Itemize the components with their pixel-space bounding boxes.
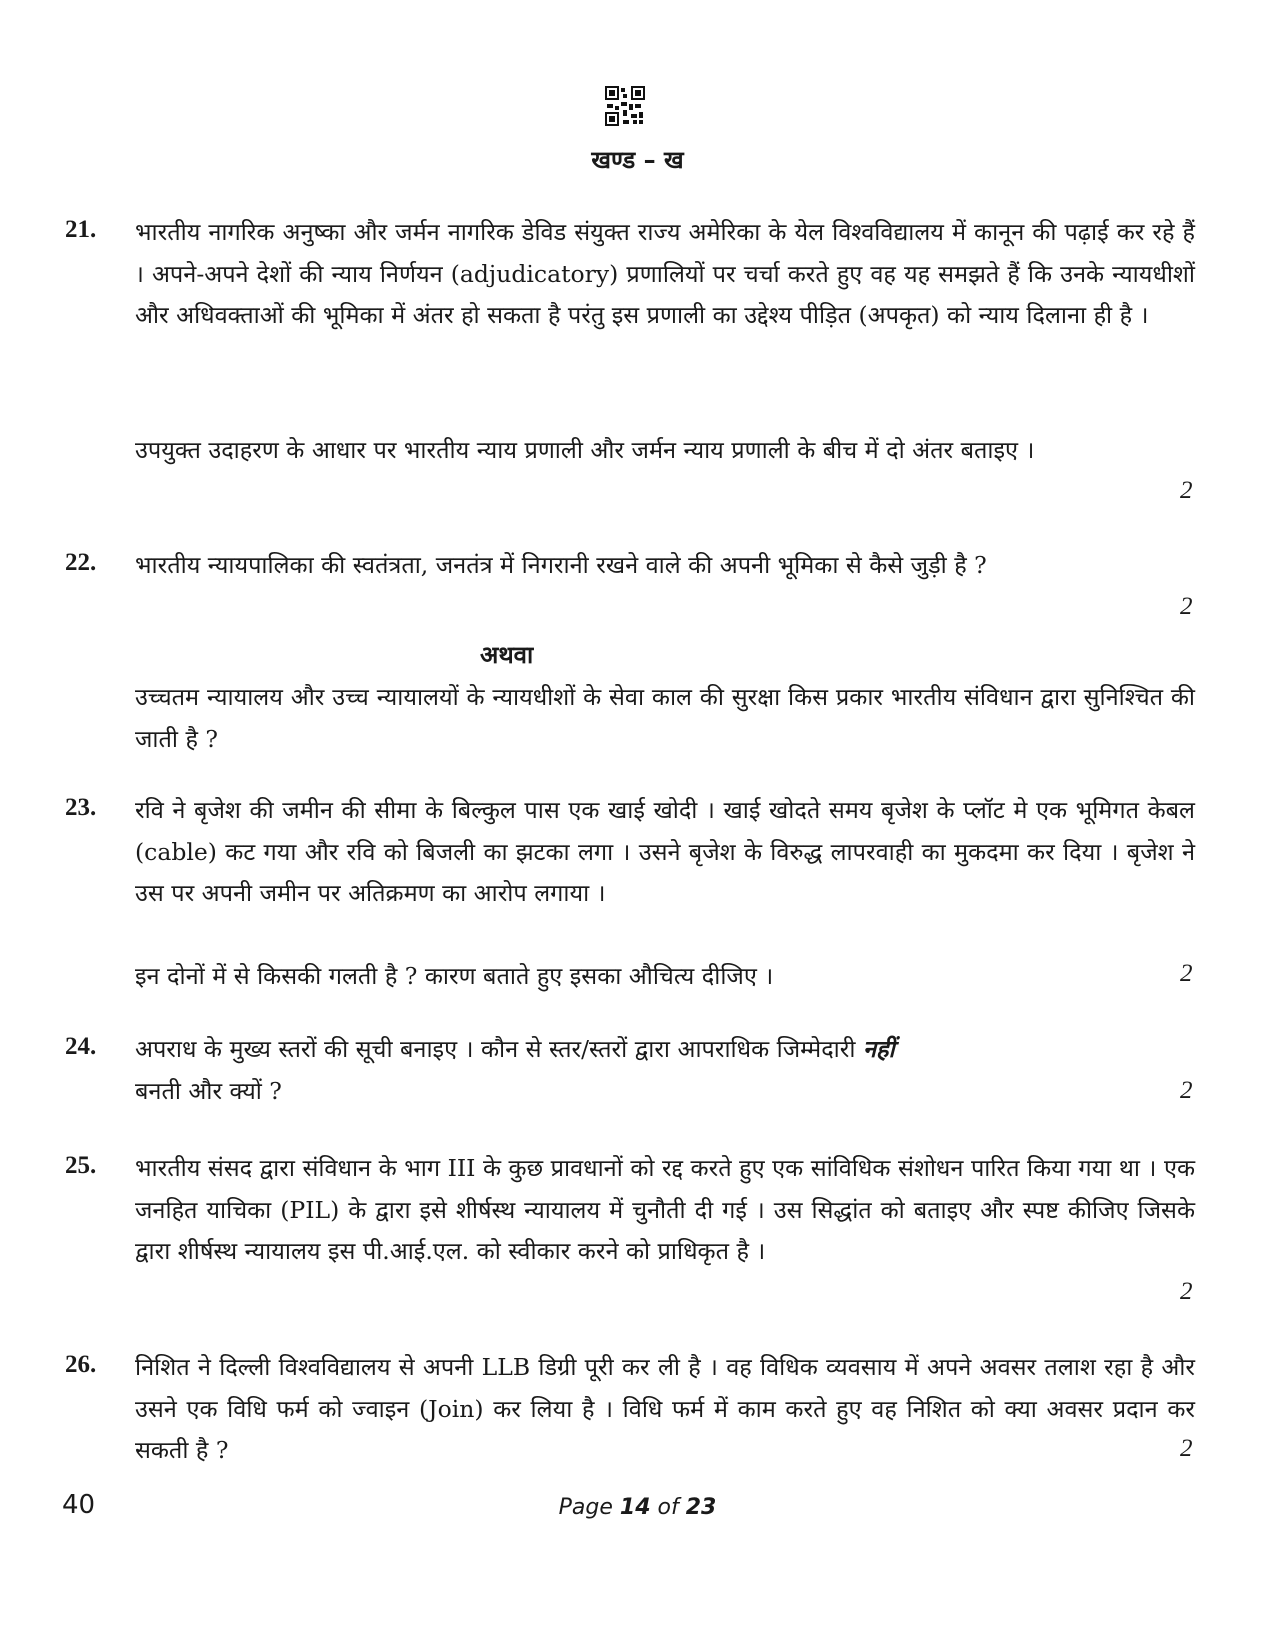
marks: 2 (1180, 593, 1193, 620)
question-number: 24. (65, 1033, 97, 1060)
marks: 2 (1180, 1077, 1193, 1104)
question-text: उच्चतम न्यायालय और उच्च न्यायालयों के न्यायधीशों के सेवा काल की सुरक्षा किस प्रकार भारतीय संविधान द्वारा सुनिश्चित की जाती है ? (135, 683, 1195, 753)
question-number: 22. (65, 549, 97, 576)
question-number: 21. (65, 216, 97, 243)
question-text: निशित ने दिल्ली विश्वविद्यालय से अपनी LLB डिग्री पूरी कर ली है । वह विधिक व्यवसाय में अपने अवसर तलाश रहा है और उसने एक विधि फर्म को ज्वाइन (Join) कर लिया है । विधि फर्म में काम करते हुए वह निशित को क्या अवसर प्रदान कर सकती है ? (135, 1353, 1195, 1464)
question-text: रवि ने बृजेश की जमीन की सीमा के बिल्कुल पास एक खाई खोदी । खाई खोदते समय बृजेश के प्लॉट मे एक भूमिगत केबल (cable) कट गया और रवि को बिजली का झटका लगा । उसने बृजेश के विरुद्ध लापरवाही का मुकदमा कर दिया । बृजेश ने उस पर अपनी जमीन पर अतिक्रमण का आरोप लगाया । (135, 796, 1195, 907)
question-number: 26. (65, 1351, 97, 1378)
or-label: अथवा (480, 641, 534, 669)
question-number: 25. (65, 1152, 97, 1179)
page-of: of (657, 1495, 679, 1520)
marks: 2 (1180, 477, 1193, 504)
page-prefix: Page (558, 1495, 613, 1520)
question-text: भारतीय नागरिक अनुष्का और जर्मन नागरिक डेविड संयुक्त राज्य अमेरिका के येल विश्वविद्यालय में कानून की पढ़ाई कर रहे हैं । अपने-अपने देशों की न्याय निर्णयन (adjudicatory) प्रणालियों पर चर्चा करते हुए वह यह समझते हैं कि उनके न्यायधीशों और अधिवक्ताओं की भूमिका में अंतर हो सकता है परंतु इस प्रणाली का उद्देश्य पीड़ित (अपकृत) को न्याय दिलाना ही है । (135, 218, 1195, 329)
qr-code-icon (605, 86, 645, 126)
marks: 2 (1180, 1435, 1193, 1462)
question-text: उपयुक्त उदाहरण के आधार पर भारतीय न्याय प्रणाली और जर्मन न्याय प्रणाली के बीच में दो अंतर बताइए । (135, 436, 1035, 464)
section-title: खण्ड – ख (591, 146, 684, 174)
question-text: बनती और क्यों ? (135, 1077, 282, 1105)
question-text: भारतीय संसद द्वारा संविधान के भाग III के कुछ प्रावधानों को रद्द करते हुए एक सांविधिक संशोधन पारित किया गया था । एक जनहित याचिका (PIL) के द्वारा इसे शीर्षस्थ न्यायालय में चुनौती दी गई । उस सिद्धांत को बताइए और स्पष्ट कीजिए जिसके द्वारा शीर्षस्थ न्यायालय इस पी.आई.एल. को स्वीकार करने को प्राधिकृत है । (135, 1154, 1195, 1265)
page-current: 14 (619, 1495, 651, 1520)
question-text: इन दोनों में से किसकी गलती है ? कारण बताते हुए इसका औचित्य दीजिए । (135, 962, 774, 990)
question-text: भारतीय न्यायपालिका की स्वतंत्रता, जनतंत्र में निगरानी रखने वाले की अपनी भूमिका से कैसे जुड़ी है ? (135, 551, 987, 579)
emphasis-text: नहीं (862, 1035, 895, 1063)
question-number: 23. (65, 794, 97, 821)
marks: 2 (1180, 1278, 1193, 1305)
marks: 2 (1180, 960, 1193, 987)
paper-code: 40 (62, 1490, 96, 1520)
page-total: 23 (685, 1495, 717, 1520)
question-text-part: अपराध के मुख्य स्तरों की सूची बनाइए । कौन से स्तर/स्तरों द्वारा आपराधिक जिम्मेदारी (135, 1035, 856, 1063)
page-number (0, 1495, 1275, 1520)
question-text (135, 1029, 1195, 1071)
